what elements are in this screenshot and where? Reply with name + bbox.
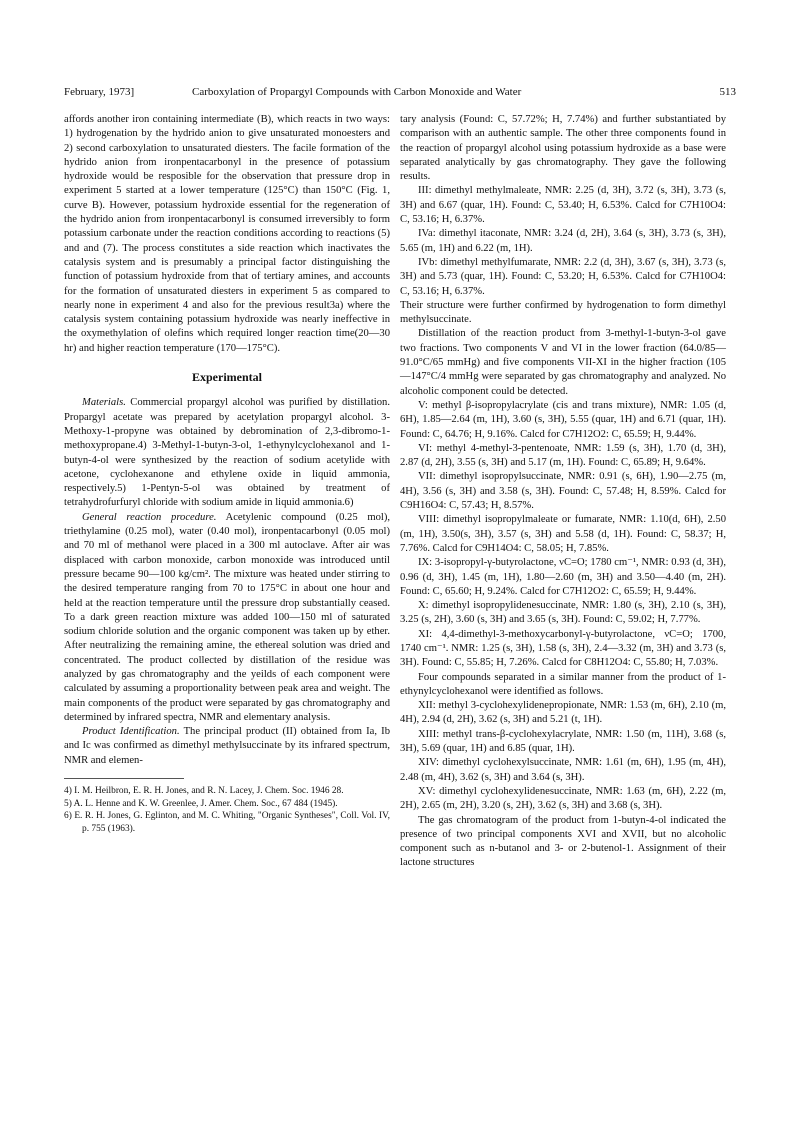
materials-text: Commercial propargyl alcohol was purified by distillation. Propargyl acetate was prepared by acetylation propargyl alcohol. 3-Methoxy-1-propyne was obtained by debromination of 2,3-dibromo-1-methoxypropane.4) 3-Methyl-1-butyn-3-ol, 1-ethynylcyclohexanol and 1-butyn-4-ol were synthesized by the reaction of sodium acetylide with acetone, cyclohexanone and ethylene oxide in liquid ammonia, respectively.5) 1-Pentyn-5-ol was obtained by treatment of tetrahydrofurfuryl chloride with sodium amide in liquid ammonia.6) (64, 397, 390, 509)
right-paragraph: XIII: methyl trans-β-cyclohexylacrylate, NMR: 1.50 (m, 11H), 3.68 (s, 3H), 5.69 (quar, 1H) and 6.85 (quar, 1H). (400, 728, 726, 755)
right-paragraph: tary analysis (Found: C, 57.72%; H, 7.74%) and further substantiated by comparison with an authentic sample. The other three components found in the reaction of propargyl alcohol using potassium hydroxide as a base were separated analytically by gas chromatography. They gave the following results. (400, 114, 726, 183)
right-paragraph: IVa: dimethyl itaconate, NMR: 3.24 (d, 2H), 3.64 (s, 3H), 3.73 (s, 3H), 5.65 (m, 1H) and 6.22 (m, 1H). (400, 228, 726, 254)
right-paragraph: Their structure were further confirmed by hydrogenation to form dimethyl methylsuccinate. (400, 299, 726, 326)
materials-label: Materials. (82, 397, 126, 409)
right-paragraph: XI: 4,4-dimethyl-3-methoxycarbonyl-γ-butyrolactone, νC=O; 1700, 1740 cm⁻¹. NMR: 1.25 (s, 3H), 1.58 (s, 3H), 2.4—3.32 (m, 3H) and 3.73 (s, 3H). Found: C, 55.85; H, 7.26%. Calcd for C8H12O4: C, 55.80; H, 7.03%. (400, 628, 726, 669)
right-paragraph: V: methyl β-isopropylacrylate (cis and trans mixture), NMR: 1.05 (d, 6H), 1.85—2.64 (m, 1H), 3.60 (s, 3H), 5.55 (quar, 1H) and 6.71 (quar, 1H). Found: C, 64.76; H, 9.16%. Calcd for C7H12O2: C, 65.59; H, 9.44%. (400, 399, 726, 440)
product-identification-label: Product Identification. (82, 726, 180, 738)
intro-paragraph: affords another iron containing intermediate (B), which reacts in two ways: 1) hydrogenation by the hydrido anion to give unsaturated monoesters and 2) second carboxylation to unsaturated diesters. The facile formation of the hydrido anion from ironpentacarbonyl in the presence of potassium hydroxide would be resposible for the observation that pressure drop in experiment 5 started at a lower temperature (125°C) than 150°C (Fig. 1, curve B). However, potassium hydroxide essential for the regeneration of the hydrido anion from ironpentacarbonyl is consumed irreversibly to form potassium carbonate under the reaction conditions according to reactions (5) and and (7). The process constitutes a side reaction which inactivates the catalysis system and is presumably a principal factor distinguishing the function of potassium hydroxide from that of tertiary amines, and accounts for the formation of unsaturated diesters in experiment 5 as compared to nearly none in experiment 4 and also for the previous result3a) where the catalysis system containing potassium hydroxide was nearly ineffective in the oxymethylation of olefins which required longer reaction time(20—30 hr) and higher reaction temperature (170—175°C). (64, 114, 390, 354)
right-paragraph: XV: dimethyl cyclohexylidenesuccinate, NMR: 1.63 (m, 6H), 2.22 (m, 2H), 2.65 (m, 2H), 3.20 (s, 2H), 3.62 (s, 3H) and 3.68 (s, 3H). (400, 785, 726, 812)
product-identification-text: The principal product (II) obtained from Ia, Ib and Ic was confirmed as dimethyl methylsuccinate by its infrared spectrum, NMR and elemen- (64, 726, 390, 766)
footnote-5: 5) A. L. Henne and K. W. Greenlee, J. Amer. Chem. Soc., 67 484 (1945). (64, 798, 338, 809)
right-paragraph: X: dimethyl isopropylidenesuccinate, NMR: 1.80 (s, 3H), 2.10 (s, 3H), 3.25 (s, 2H), 3.60 (s, 3H) and 3.65 (s, 3H). Found: C, 59.02; H, 7.77%. (400, 600, 726, 626)
materials-paragraph (64, 396, 390, 510)
header-date: February, 1973] (64, 86, 135, 98)
right-paragraph: IX: 3-isopropyl-γ-butyrolactone, νC=O; 1780 cm⁻¹, NMR: 0.93 (d, 3H), 0.96 (d, 3H), 1.45 (m, 1H), 1.80—2.60 (m, 3H) and 3.50—4.40 (m, 2H). Found: C, 65.60; H, 9.24%. Calcd for C7H12O2: C, 65.59; H, 9.44%. (400, 557, 726, 597)
product-identification-paragraph (64, 725, 390, 768)
right-paragraph: The gas chromatogram of the product from 1-butyn-4-ol indicated the presence of two principal components XVI and XVII, but no alcoholic component such as n-butanol and 3- or 2-butenol-1. Assignment of their lactone structures (400, 814, 726, 869)
footnote-divider (64, 778, 184, 779)
right-paragraph: XII: methyl 3-cyclohexylidenepropionate, NMR: 1.53 (m, 6H), 2.10 (m, 4H), 2.94 (d, 2H), 3.62 (s, 3H) and 5.21 (t, 1H). (400, 700, 726, 726)
right-paragraph: IVb: dimethyl methylfumarate, NMR: 2.2 (d, 3H), 3.67 (s, 3H), 3.73 (s, 3H) and 5.73 (quar, 1H). Found: C, 53.20; H, 6.53%. Calcd for C7H10O4: C, 53.16; H, 6.37%. (400, 256, 726, 297)
footnote-4: 4) I. M. Heilbron, E. R. H. Jones, and R. N. Lacey, J. Chem. Soc. 1946 28. (64, 786, 344, 797)
right-paragraph: III: dimethyl methylmaleate, NMR: 2.25 (d, 3H), 3.72 (s, 3H), 3.73 (s, 3H) and 6.67 (quar, 1H). Found: C, 53.40; H, 6.53%. Calcd for C7H10O4: C, 53.16; H, 6.37%. (400, 185, 726, 226)
page-header (64, 86, 736, 102)
right-paragraph: Four compounds separated in a similar manner from the product of 1-ethynylcyclohexanol were identified as follows. (400, 671, 726, 697)
left-column (64, 113, 390, 835)
general-procedure-paragraph (64, 511, 390, 725)
right-paragraph: VIII: dimethyl isopropylmaleate or fumarate, NMR: 1.10(d, 6H), 2.50 (m, 1H), 3.50(s, 3H), 3.57 (s, 3H) and 5.58 (d, 1H). Found: C, 58.37; H, 7.76%. Calcd for C9H14O4: C, 58.05; H, 7.85%. (400, 514, 726, 554)
right-paragraph: Distillation of the reaction product from 3-methyl-1-butyn-3-ol gave two fractions. Two components V and VI in the lower fraction (64.0/85—91.0°C/65 mmHg) and five components VII-XI in the higher fraction (105—147°C/4 mmHg were separated by gas chromatography and analyzed. No alcoholic component could be detected. (400, 328, 726, 397)
general-procedure-text: Acetylenic compound (0.25 mol), triethylamine (0.25 mol), water (0.40 mol), ironpentacarbonyl (0.05 mol) and 70 ml of methanol were placed in a 300 ml autoclave. After air was displaced with carbon monoxide, carbon monoxide was introduced until pressure became 90—100 kg/cm². The mixture was heated under stirring to the desired temperature ranging from 70 to 175°C in about one hour and held at the reaction temperature until the pressure drop substantially ceased. To a dark green reaction mixture was added 100—150 ml of saturated sodium chloride solution and the organic component was taken up by ether. After neutralizing the remaining amine, the ethereal solution was dried and concentrated. The product collected by distillation of the residue was analyzed by gas chromatography and the yeilds of each component were calculated by assuming a proportionality between peak area and weight. The main components of the product were separated by gas chromatography and determined by infrared spectra, NMR and elementary analysis. (64, 511, 390, 723)
right-column (400, 113, 726, 871)
general-procedure-label: General reaction procedure. (82, 511, 217, 523)
right-paragraph: VII: dimethyl isopropylsuccinate, NMR: 0.91 (s, 6H), 1.90—2.75 (m, 4H), 3.56 (s, 3H) and 3.58 (s, 3H). Found: C, 57.48; H, 8.59%. Calcd for C9H16O4: C, 57.43; H, 8.57%. (400, 471, 726, 512)
footnote-6: 6) E. R. H. Jones, G. Eglinton, and M. C. Whiting, "Organic Syntheses", Coll. Vol. IV, p. 755 (1963). (64, 811, 390, 834)
section-title: Experimental (192, 370, 262, 385)
header-page-number: 513 (719, 86, 736, 98)
header-running-title: Carboxylation of Propargyl Compounds with Carbon Monoxide and Water (192, 86, 522, 98)
right-paragraph: VI: methyl 4-methyl-3-pentenoate, NMR: 1.59 (s, 3H), 1.70 (d, 3H), 2.87 (d, 2H), 3.55 (s, 3H) and 5.17 (m, 1H). Found: C, 65.89; H, 9.64%. (400, 442, 726, 469)
right-paragraph: XIV: dimethyl cyclohexylsuccinate, NMR: 1.61 (m, 6H), 1.95 (m, 4H), 2.48 (m, 4H), 3.62 (s, 3H) and 3.64 (s, 3H). (400, 757, 726, 783)
